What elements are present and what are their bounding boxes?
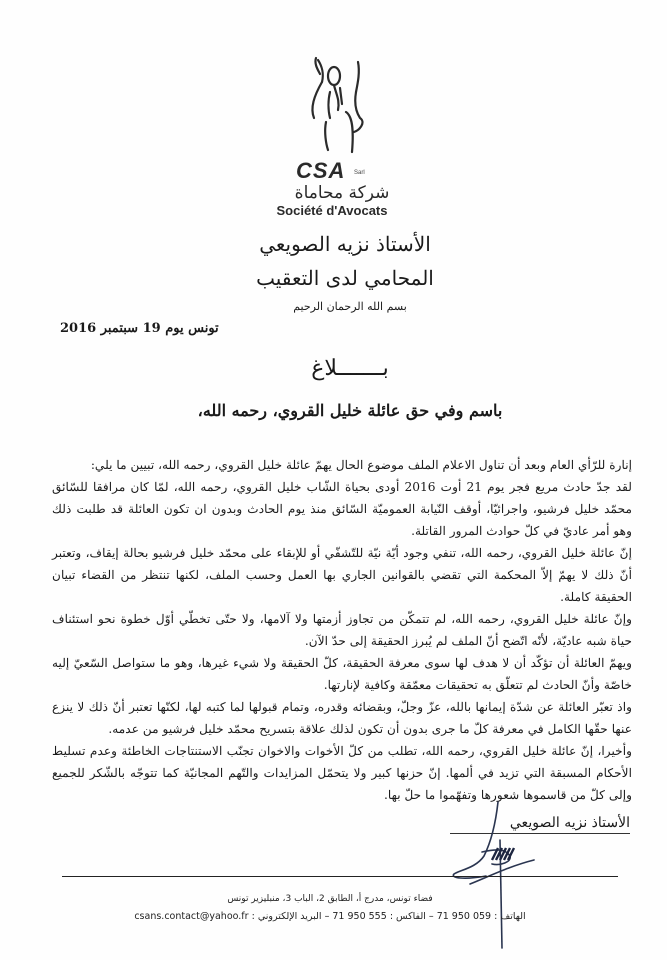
signature-name: الأستاذ نزيه الصويعي <box>450 815 630 834</box>
body-paragraph: واذ تعبّر العائلة عن شدّة إيمانها بالله، عزّ وجلّ، وبقضائه وقدره، وتمام قبولها لما كتبه لها، لكنّها تعتبر أنّ ذلك لا ينزع عنها حقّها الكامل في معرفة كلّ ما جرى بدون أن تكون لذلك علاقة بتسريح محمّد خليل فرشيو من عدمه. <box>52 700 632 736</box>
subject-line: باسم وفي حق عائلة خليل القروي، رحمه الله، <box>197 401 503 420</box>
email-label: – البريد الإلكتروني : <box>251 911 330 922</box>
phone-label: الهاتف : <box>494 911 526 922</box>
basmala: بسم الله الرحمان الرحيم <box>293 300 407 313</box>
body-paragraph: لقد جدّ حادث مريع فجر يوم 21 أوت 2016 أودى بحياة الشّاب خليل القروي، رحمه الله، لمّا كان مرافقا للسّائق محمّد خليل فرشيو، واجرائيّا، أوقف النّيابة العموميّة السّائق منذ يوم الحادث وبدون ان تكون العائلة قد طلبت ذلك وهو أمر عاديّ في كلّ حوادث المرور القاتلة. <box>52 480 632 538</box>
body-paragraph: وإنّ عائلة خليل القروي، رحمه الله، لم تتمكّن من تجاوز أزمتها ولا آلامها، ولا حتّى تخطّي أوّل خطوة نحو استئناف حياة شبه عاديّة، لأنّه اتّضح أنّ الملف لم يُبرز الحقيقة إلى حدّ الآن. <box>52 612 632 648</box>
email-address: csans.contact@yahoo.fr <box>134 911 249 922</box>
firm-name-french: Société d'Avocats <box>276 203 388 218</box>
body-paragraph: إنّ عائلة خليل القروي، رحمه الله، تنفي وجود أيّة نيّة للتّشفّي أو للإبقاء على محمّد خليل فرشيو بحالة إيقاف، وتعتبر أنّ ذلك لا يهمّ إلاّ المحكمة التي تقضي بالقوانين الجاري بها العمل وحسب الملف، لكنها تنتظر من القضاء تبيان الحقيقة كاملة. <box>52 546 632 604</box>
body-paragraph: ويهمّ العائلة أن تؤكّد أن لا هدف لها سوى معرفة الحقيقة، كلّ الحقيقة ولا شيء غيرها، وهو ما ستواصل السّعيّ إليه خاصّة وأنّ الحادث لم تتعلّق به تحقيقات معمّقة وكافية لإنارتها. <box>52 656 632 692</box>
footer-contact <box>100 911 560 922</box>
footer-divider <box>62 876 618 877</box>
date-line: تونس يوم 19 سبتمبر 2016 <box>60 321 219 336</box>
body-paragraph: وأخيرا، إنّ عائلة خليل القروي، رحمه الله، تطلب من كلّ الأخوات والاخوان تجنّب الاستنتاجات الخاطئة وعدم تسليط الأحكام المسبقة التي تزيد في ألمها. إنّ حزنها كبير ولا يتحمّل المزايدات والتّهم المجانيّة كما تتوجّه بالشّكر للجميع وإلى كلّ من قاسموها شعورها وتفهّموا ما حلّ بها. <box>52 744 632 802</box>
fax-number: 71 950 555 <box>332 911 387 922</box>
firm-logo-icon <box>300 52 380 162</box>
firm-name-arabic: شركة محاماة <box>294 183 390 203</box>
logo-suffix: Sarl <box>354 170 365 176</box>
communique-title: بـــــــلاغ <box>311 356 389 381</box>
body-paragraph: إنارة للرّأي العام وبعد أن تناول الاعلام الملف موضوع الحال يهمّ عائلة خليل القروي، رحمه الله، تبيين ما يلي: <box>90 458 632 472</box>
letter-body <box>52 454 632 806</box>
handwritten-signature-icon <box>440 800 550 950</box>
footer-address: فضاء تونس، مدرج أ، الطابق 2، الباب 3، منبليزير تونس <box>227 894 433 904</box>
lawyer-name: الأستاذ نزيه الصويعي <box>259 232 431 256</box>
fax-label: – الفاكس : <box>389 911 434 922</box>
phone-number: 71 950 059 <box>436 911 492 922</box>
logo-mark: CSA <box>296 158 346 183</box>
lawyer-title: المحامي لدى التعقيب <box>256 266 434 290</box>
